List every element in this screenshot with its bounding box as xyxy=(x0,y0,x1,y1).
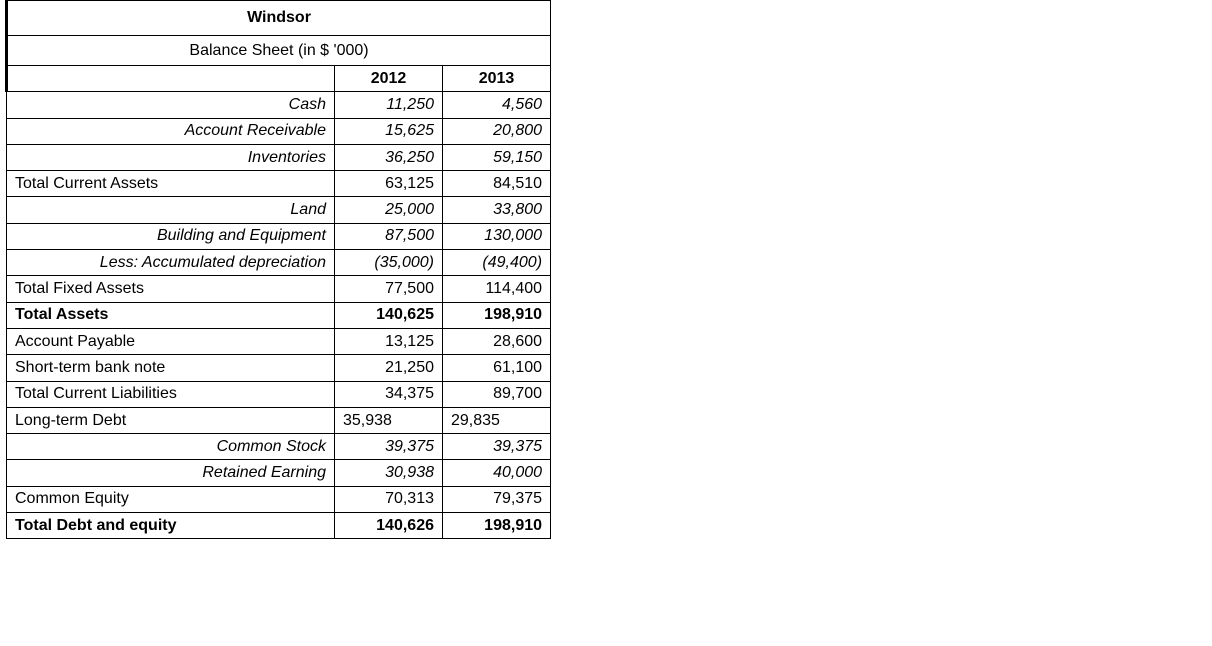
row-label: Total Fixed Assets xyxy=(7,276,335,302)
value-2012: 15,625 xyxy=(335,118,443,144)
row-label: Inventories xyxy=(7,144,335,170)
value-2012: (35,000) xyxy=(335,250,443,276)
row-label: Cash xyxy=(7,92,335,118)
value-2013: 79,375 xyxy=(443,486,551,512)
value-2013: 59,150 xyxy=(443,144,551,170)
value-2012: 25,000 xyxy=(335,197,443,223)
value-2012: 11,250 xyxy=(335,92,443,118)
value-2012: 77,500 xyxy=(335,276,443,302)
row-label: Total Assets xyxy=(7,302,335,328)
table-row-total xyxy=(7,381,551,407)
header-blank xyxy=(7,66,335,92)
sheet-subtitle: Balance Sheet (in $ '000) xyxy=(7,36,551,66)
value-2012: 13,125 xyxy=(335,328,443,354)
year-2012-header: 2012 xyxy=(335,66,443,92)
table-row xyxy=(7,197,551,223)
table-row xyxy=(7,407,551,433)
row-label: Total Current Liabilities xyxy=(7,381,335,407)
value-2013: (49,400) xyxy=(443,250,551,276)
row-label: Account Payable xyxy=(7,328,335,354)
value-2012: 21,250 xyxy=(335,355,443,381)
value-2013: 198,910 xyxy=(443,513,551,539)
row-label: Building and Equipment xyxy=(7,223,335,249)
table-row xyxy=(7,223,551,249)
value-2013: 39,375 xyxy=(443,434,551,460)
table-row xyxy=(7,144,551,170)
row-label: Total Current Assets xyxy=(7,171,335,197)
table-row-total xyxy=(7,486,551,512)
table-row-total xyxy=(7,171,551,197)
value-2012: 140,626 xyxy=(335,513,443,539)
table-row xyxy=(7,328,551,354)
value-2013: 20,800 xyxy=(443,118,551,144)
row-label: Common Equity xyxy=(7,486,335,512)
value-2012: 39,375 xyxy=(335,434,443,460)
row-label: Land xyxy=(7,197,335,223)
title-row xyxy=(7,1,551,36)
subtitle-row xyxy=(7,36,551,66)
value-2013: 130,000 xyxy=(443,223,551,249)
balance-sheet xyxy=(5,0,549,539)
value-2013: 4,560 xyxy=(443,92,551,118)
value-2013: 114,400 xyxy=(443,276,551,302)
year-2013-header: 2013 xyxy=(443,66,551,92)
table-row xyxy=(7,92,551,118)
table-row xyxy=(7,460,551,486)
value-2013: 89,700 xyxy=(443,381,551,407)
row-label: Common Stock xyxy=(7,434,335,460)
table-row-total xyxy=(7,276,551,302)
row-label: Retained Earning xyxy=(7,460,335,486)
row-label: Short-term bank note xyxy=(7,355,335,381)
value-2013: 84,510 xyxy=(443,171,551,197)
table-row-grand-total xyxy=(7,302,551,328)
value-2012: 34,375 xyxy=(335,381,443,407)
value-2012: 30,938 xyxy=(335,460,443,486)
value-2012: 36,250 xyxy=(335,144,443,170)
table-row xyxy=(7,250,551,276)
value-2012: 63,125 xyxy=(335,171,443,197)
balance-sheet-table xyxy=(5,0,551,539)
company-title: Windsor xyxy=(7,1,551,36)
value-2012: 70,313 xyxy=(335,486,443,512)
value-2013: 40,000 xyxy=(443,460,551,486)
row-label: Long-term Debt xyxy=(7,407,335,433)
row-label: Account Receivable xyxy=(7,118,335,144)
value-2013: 33,800 xyxy=(443,197,551,223)
value-2012: 87,500 xyxy=(335,223,443,249)
value-2012: 35,938 xyxy=(335,407,443,433)
value-2013: 198,910 xyxy=(443,302,551,328)
value-2012: 140,625 xyxy=(335,302,443,328)
year-header-row xyxy=(7,66,551,92)
table-row xyxy=(7,118,551,144)
table-row-grand-total xyxy=(7,513,551,539)
row-label: Less: Accumulated depreciation xyxy=(7,250,335,276)
row-label: Total Debt and equity xyxy=(7,513,335,539)
table-row xyxy=(7,355,551,381)
table-row xyxy=(7,434,551,460)
value-2013: 28,600 xyxy=(443,328,551,354)
value-2013: 61,100 xyxy=(443,355,551,381)
value-2013: 29,835 xyxy=(443,407,551,433)
